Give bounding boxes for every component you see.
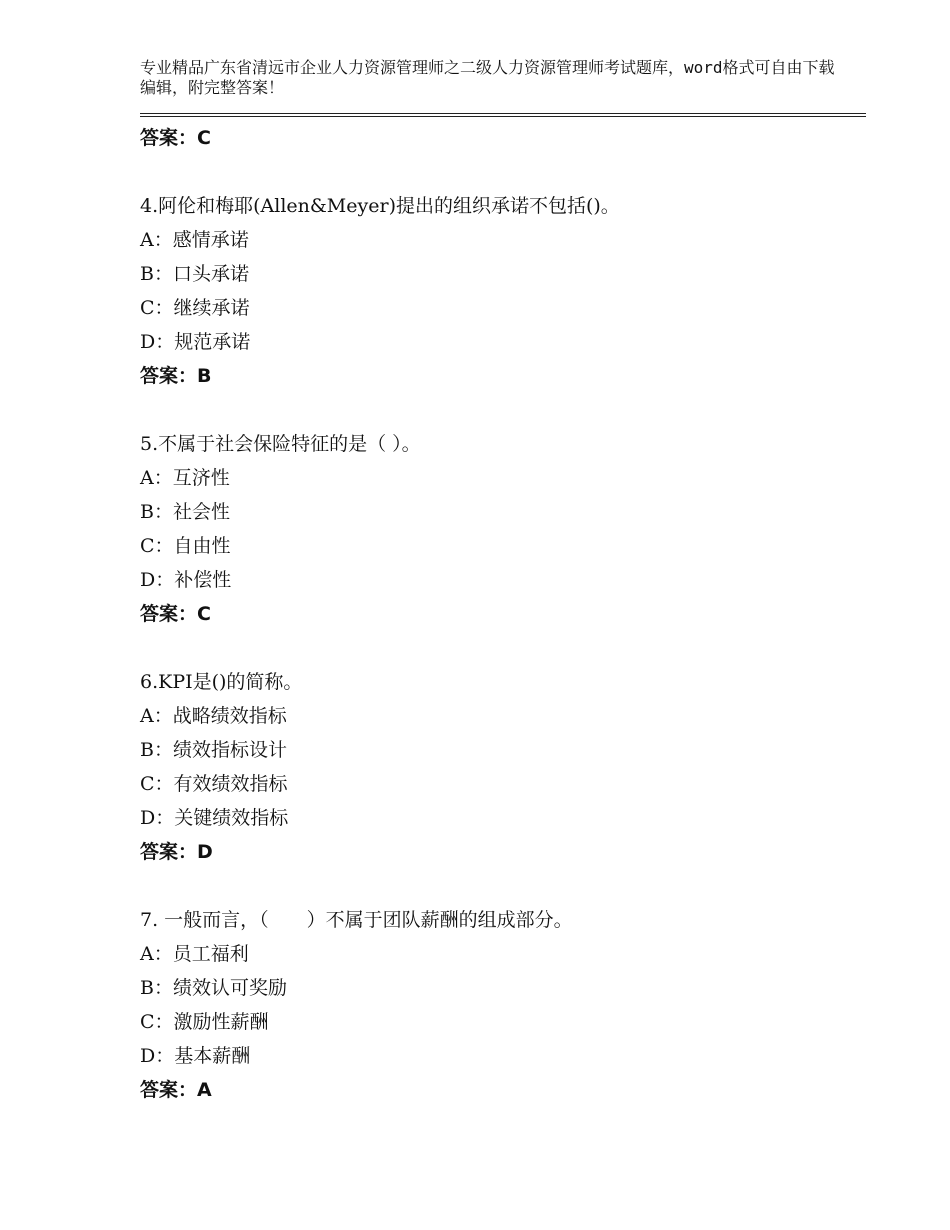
question-block (140, 189, 866, 393)
question-block (140, 427, 866, 631)
option-b: B：口头承诺 (140, 263, 249, 285)
option-c: C：自由性 (140, 535, 231, 557)
option-c: C：激励性薪酬 (140, 1011, 269, 1033)
question-block (140, 903, 866, 1107)
answer-line: 答案：D (140, 841, 213, 863)
answer-line: 答案：C (140, 127, 211, 149)
option-b: B：绩效指标设计 (140, 739, 287, 761)
option-c: C：有效绩效指标 (140, 773, 288, 795)
option-d: D：关键绩效指标 (140, 807, 289, 829)
option-a: A：战略绩效指标 (140, 705, 287, 727)
option-a: A：员工福利 (140, 943, 249, 965)
document-header: 专业精品广东省清远市企业人力资源管理师之二级人力资源管理师考试题库，word格式可自由下载编辑，附完整答案！ (140, 58, 835, 97)
answer-line: 答案：A (140, 1079, 212, 1101)
question-title: 4.阿伦和梅耶(Allen&Meyer)提出的组织承诺不包括()。 (140, 195, 620, 217)
header-divider (140, 113, 866, 117)
option-b: B：绩效认可奖励 (140, 977, 287, 999)
option-d: D：基本薪酬 (140, 1045, 251, 1067)
answer-line: 答案：B (140, 365, 212, 387)
option-d: D：规范承诺 (140, 331, 251, 353)
document-page (140, 58, 866, 1107)
answer-line: 答案：C (140, 603, 211, 625)
option-b: B：社会性 (140, 501, 230, 523)
option-d: D：补偿性 (140, 569, 232, 591)
option-a: A：感情承诺 (140, 229, 249, 251)
question-title: 5.不属于社会保险特征的是（ ）。 (140, 433, 421, 455)
option-c: C：继续承诺 (140, 297, 250, 319)
question-title: 6.KPI是()的简称。 (140, 671, 303, 693)
option-a: A：互济性 (140, 467, 230, 489)
question-block (140, 665, 866, 869)
question-title: 7. 一般而言，（ ）不属于团队薪酬的组成部分。 (140, 909, 573, 931)
